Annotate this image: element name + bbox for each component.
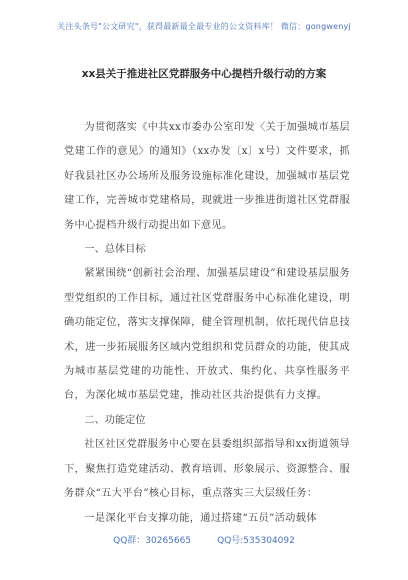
intro-paragraph: 为贯彻落实《中共xx市委办公室印发〈关于加强城市基层党建工作的意见〉的通知》（xx办发〔x〕x号）文件要求，抓好我县社区办公场所及服务设施标准化建设，加强城市基层党建工作，完善城市党建格局，现就进一步推进街道社区党群服务中心提档升级行动提出如下意见。 [64,122,350,231]
last-line-paragraph: 一是深化平台支撑功能，通过搭建“五员”活动载体 [84,512,317,524]
section-paragraph-function: 社区社区党群服务中心要在县委组织部指导和xx街道领导下，聚焦打造党建活动、教育培训、形象展示、资源整合、服务群众“五大平台”核心目标，重点落实三大层级任务： [64,439,350,500]
header-promo-text: 关注头条号"公文研究"，获得最新最全最专业的公文资料库！ 微信：gongwenyj [57,22,351,31]
document-title: xx县关于推进社区党群服务中心提档升级行动的方案 [81,68,327,80]
section-heading-function: 二、功能定位 [84,414,146,426]
document-body [64,116,350,531]
footer-qq-group: QQ群：30265665 [113,536,192,546]
section-paragraph-goal: 紧紧围绕“创新社会治理、加强基层建设”和建设基层服务型党组织的工作目标，通过社区党群服务中心标准化建设，明确功能定位，落实支撑保障，健全管理机制，依托现代信息技术，进一步拓展服务区域内党组织和党员群众的功能，使其成为城市基层党建的功能性、开放式、集约化、共享性服务平台，为深化城市基层党建，推动社区共治提供有力支撑。 [64,268,350,402]
section-heading-goal: 一、总体目标 [84,244,146,256]
footer-contact [0,533,408,546]
footer-qq-number: QQ号:535304092 [217,536,295,546]
